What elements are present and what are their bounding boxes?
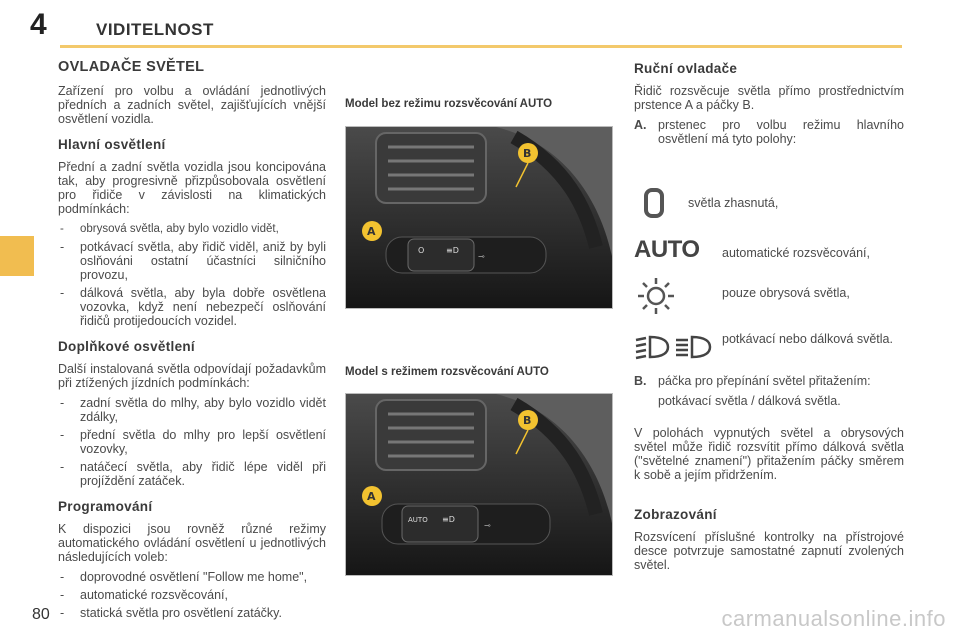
auto-icon: AUTO	[634, 236, 700, 263]
flash-paragraph: V polohách vypnutých světel a obrysových světel může řidič rozsvítit přímo dálková světla ("světelné znamení") přitažením páčky směrem k sobě a jejím přidržením.	[634, 426, 904, 482]
list-item: - natáčecí světla, aby řidič lépe viděl při projíždění zatáček.	[58, 460, 326, 488]
item-a	[634, 118, 904, 146]
main-lighting-heading: Hlavní osvětlení	[58, 137, 166, 152]
programming-list	[58, 570, 326, 620]
svg-text:AUTO: AUTO	[408, 516, 428, 524]
beam-icons	[634, 334, 714, 360]
item-b-key: B.	[634, 374, 647, 388]
svg-text:A: A	[367, 490, 376, 503]
svg-text:⊸: ⊸	[484, 521, 491, 530]
svg-text:A: A	[367, 225, 376, 238]
left-column	[58, 60, 326, 624]
manual-controls-heading: Ruční ovladače	[634, 61, 738, 76]
extra-lighting-text: Další instalovaná světla odpovídají požadavkům při ztížených jízdních podmínkách:	[58, 362, 326, 390]
list-item: - obrysová světla, aby bylo vozidlo vidět,	[58, 222, 326, 236]
chapter-number: 4	[30, 8, 47, 41]
svg-text:⊸: ⊸	[478, 252, 485, 261]
item-b-subtext: potkávací světla / dálková světla.	[658, 394, 841, 408]
main-lighting-text: Přední a zadní světla vozidla jsou koncipována tak, aby progresivně přizpůsobovala osvětlení pro řidiče v závislosti na klimatických podmínkách:	[58, 160, 326, 216]
item-b-text: páčka pro přepínání světel přitažením:	[658, 374, 871, 388]
manual-controls-intro: Řidič rozsvěcuje světla přímo prostřednictvím prstence A a páčky B.	[634, 84, 904, 112]
list-item: - statická světla pro osvětlení zatáčky.	[58, 606, 326, 620]
section-title: OVLADAČE SVĚTEL	[58, 59, 205, 75]
position-auto-text: automatické rozsvěcování,	[722, 246, 870, 260]
chapter-title: VIDITELNOST	[96, 20, 214, 39]
position-off	[634, 186, 904, 222]
sidelights-icon	[634, 276, 678, 316]
list-item: - dálková světla, aby byla dobře osvětlena vozovka, když není nebezpečí oslňování řidičů protijedoucích vozidel.	[58, 286, 326, 328]
list-item: - zadní světla do mlhy, aby bylo vozidlo vidět zdálky,	[58, 396, 326, 424]
caption-without-auto: Model bez režimu rozsvěcování AUTO	[345, 98, 553, 110]
item-b	[634, 374, 904, 388]
svg-text:B: B	[523, 414, 532, 427]
header-rule	[60, 45, 902, 48]
position-beams-text: potkávací nebo dálková světla.	[722, 332, 893, 346]
chapter-side-tab	[0, 236, 34, 276]
display-text: Rozsvícení příslušné kontrolky na přístrojové desce potvrzuje samostatné zapnutí zvolených světel.	[634, 530, 904, 572]
list-item: - potkávací světla, aby řidič viděl, aniž by byli oslňováni ostatní účastníci silničního provozu,	[58, 240, 326, 282]
list-item: - doprovodné osvětlení "Follow me home",	[58, 570, 326, 584]
item-a-text: prstenec pro volbu režimu hlavního osvětlení má tyto polohy:	[658, 118, 904, 146]
photo-stalk-without-auto	[345, 126, 613, 309]
programming-heading: Programování	[58, 499, 153, 514]
extra-lighting-heading: Doplňkové osvětlení	[58, 339, 195, 354]
programming-text: K dispozici jsou rovněž různé režimy automatického ovládání osvětlení u jednotlivých následujících voleb:	[58, 522, 326, 564]
off-icon	[644, 188, 664, 218]
list-item: - automatické rozsvěcování,	[58, 588, 326, 602]
position-sidelights-text: pouze obrysová světla,	[722, 286, 850, 300]
position-sidelights	[634, 276, 904, 316]
svg-text:O: O	[418, 246, 425, 255]
svg-text:≡D: ≡D	[446, 246, 459, 255]
page-number: 80	[32, 606, 50, 623]
position-beams	[634, 332, 904, 364]
watermark: carmanualsonline.info	[721, 606, 946, 631]
photo-stalk-with-auto	[345, 393, 613, 576]
position-auto	[634, 236, 904, 266]
caption-with-auto: Model s režimem rozsvěcování AUTO	[345, 366, 549, 378]
list-item: - přední světla do mlhy pro lepší osvětlení vozovky,	[58, 428, 326, 456]
position-off-text: světla zhasnutá,	[688, 196, 779, 210]
main-lighting-list	[58, 222, 326, 328]
item-a-key: A.	[634, 118, 647, 132]
svg-text:≡D: ≡D	[442, 515, 455, 524]
intro-paragraph: Zařízení pro volbu a ovládání jednotlivých předních a zadních světel, zajišťujících vnější osvětlení vozidla.	[58, 84, 326, 126]
right-column	[634, 60, 904, 150]
extra-lighting-list	[58, 396, 326, 488]
right-column-lower	[634, 374, 904, 578]
svg-text:B: B	[523, 147, 532, 160]
display-heading: Zobrazování	[634, 507, 717, 522]
